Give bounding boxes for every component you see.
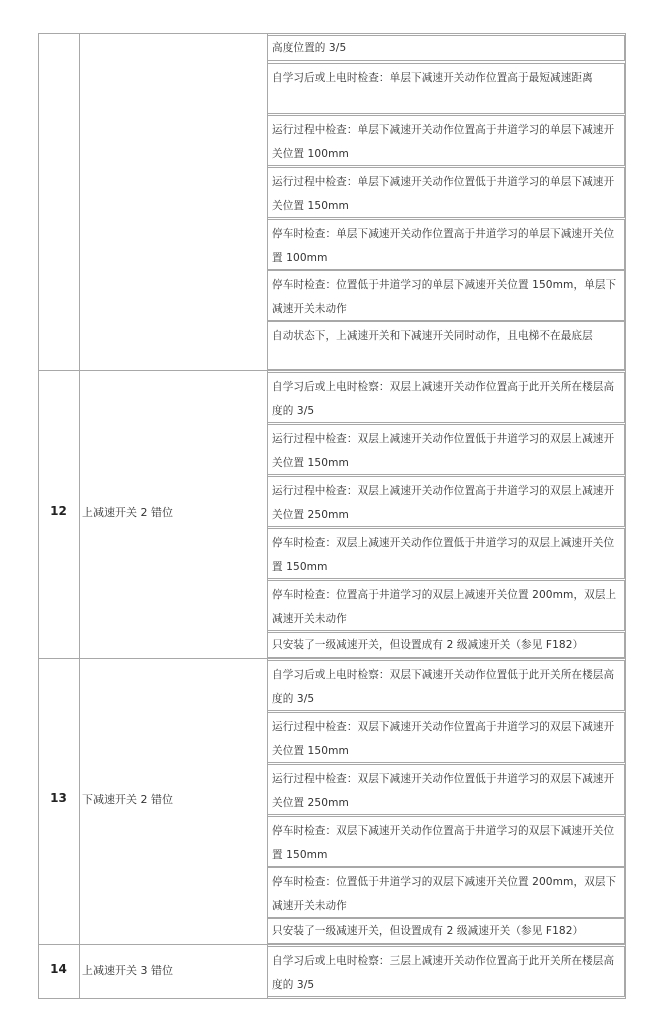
fault-number: 14: [50, 962, 67, 976]
fault-number: 12: [50, 504, 67, 518]
fault-name: 上减速开关 3 错位: [82, 964, 173, 977]
description-cell: 停车时检查：单层下减速开关动作位置高于井道学习的单层下减速开关位置 100mm: [267, 219, 625, 270]
description-cell: 停车时检查：位置低于井道学习的单层下减速开关位置 150mm，单层下减速开关未动作: [267, 270, 625, 321]
fault-name: 下减速开关 2 错位: [82, 793, 173, 806]
description-cell: 运行过程中检查：单层下减速开关动作位置低于井道学习的单层下减速开关位置 150mm: [267, 167, 625, 218]
description-cell: 停车时检查：双层上减速开关动作位置低于井道学习的双层上减速开关位置 150mm: [267, 528, 625, 579]
description-cell: 运行过程中检查：双层上减速开关动作位置高于井道学习的双层上减速开关位置 250mm: [267, 476, 625, 527]
description-cell: 运行过程中检查：双层下减速开关动作位置高于井道学习的双层下减速开关位置 150mm: [267, 712, 625, 763]
row-divider: [38, 658, 626, 659]
row-divider: [38, 370, 626, 371]
description-cell: 停车时检查：位置低于井道学习的双层下减速开关位置 200mm，双层下减速开关未动作: [267, 867, 625, 918]
description-cell: 运行过程中检查：单层下减速开关动作位置高于井道学习的单层下减速开关位置 100mm: [267, 115, 625, 166]
description-cell: 运行过程中检查：双层上减速开关动作位置低于井道学习的双层上减速开关位置 150mm: [267, 424, 625, 475]
description-cell: 高度位置的 3/5: [267, 35, 625, 61]
fault-name: 上减速开关 2 错位: [82, 506, 173, 519]
row-divider: [38, 944, 626, 945]
description-cell: 自动状态下，上减速开关和下减速开关同时动作，且电梯不在最底层: [267, 321, 625, 370]
description-cell: 运行过程中检查：双层下减速开关动作位置低于井道学习的双层下减速开关位置 250mm: [267, 764, 625, 815]
fault-number: 13: [50, 791, 67, 805]
description-cell: 自学习后或上电时检察：双层上减速开关动作位置高于此开关所在楼层高度的 3/5: [267, 372, 625, 423]
description-cell: 自学习后或上电时检察：双层下减速开关动作位置低于此开关所在楼层高度的 3/5: [267, 660, 625, 711]
description-cell: 自学习后或上电时检察：三层上减速开关动作位置高于此开关所在楼层高度的 3/5: [267, 946, 625, 997]
description-cell: 停车时检查：双层下减速开关动作位置高于井道学习的双层下减速开关位置 150mm: [267, 816, 625, 867]
description-cell: 自学习后或上电时检查：单层下减速开关动作位置高于最短减速距离: [267, 63, 625, 114]
description-cell: 停车时检查：位置高于井道学习的双层上减速开关位置 200mm，双层上减速开关未动作: [267, 580, 625, 631]
description-cell: 只安装了一级减速开关，但设置成有 2 级减速开关（参见 F182）: [267, 632, 625, 658]
column-divider: [79, 33, 80, 999]
description-cell: 只安装了一级减速开关，但设置成有 2 级减速开关（参见 F182）: [267, 918, 625, 944]
